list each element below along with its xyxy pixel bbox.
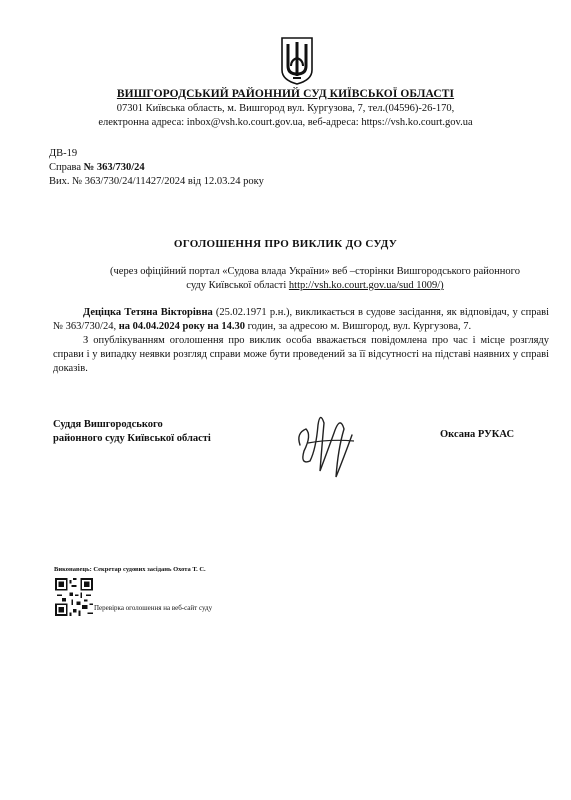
notice-body — [53, 306, 549, 376]
qr-code[interactable] — [55, 578, 93, 616]
document-meta — [49, 147, 264, 189]
portal-link[interactable]: http://vsh.ko.court.gov.ua/sud 1009/) — [288, 280, 444, 291]
portal-line-1: (через офіційний портал «Судова влада України» веб –сторінки Вишгородського районного — [110, 266, 520, 277]
person-name: Деціцка Тетяна Вікторівна — [83, 307, 213, 318]
judge-name: Оксана РУКАС — [440, 429, 515, 440]
case-number: № 363/730/24 — [83, 162, 145, 173]
summons-paragraph — [53, 306, 549, 334]
qr-caption: Перевірка оголошення на веб-сайт суду — [94, 604, 213, 612]
judge-title-line-1: Суддя Вишгородського — [53, 419, 163, 430]
portal-line-2-prefix: суду Київської області — [186, 280, 289, 291]
hearing-datetime: на 04.04.2024 року на 14.30 — [118, 321, 245, 332]
court-name: ВИШГОРОДСЬКИЙ РАЙОННИЙ СУД КИЇВСЬКОЇ ОБЛАСТІ — [116, 88, 455, 100]
summons-text-a: (25.02.1971 р.н.), викликається в судове засідання, як відповідач, у справі № 363/730/24, — [53, 307, 549, 332]
handwritten-signature — [290, 405, 360, 485]
trident-icon — [279, 36, 315, 86]
address-line-1: 07301 Київська область, м. Вишгород вул. Кургузова, 7, тел.(04596)-26-170, — [116, 103, 455, 114]
summons-text-b: годин, за адресою м. Вишгород, вул. Кургузова, 7. — [244, 321, 472, 332]
executed-by: Виконавець: Секретар судових засідань Охота Т. С. — [54, 566, 206, 573]
case-line — [49, 161, 264, 175]
notice-paragraph: З опублікуванням оголошення про виклик особа вважається повідомлена про час і місце розгляду справи і у випадку неявки розгляд справи може бути проведений за її відсутності на підставі наявних у справі доказів. — [53, 335, 549, 374]
portal-note — [80, 265, 550, 293]
case-label: Справа — [49, 162, 82, 173]
judge-title — [53, 418, 211, 446]
document-title: ОГОЛОШЕННЯ ПРО ВИКЛИК ДО СУДУ — [173, 238, 398, 250]
form-code: ДВ-19 — [49, 148, 78, 159]
address-line-2: електронна адреса: inbox@vsh.ko.court.gov.ua, веб-адреса: https://vsh.ko.court.gov.ua — [98, 117, 473, 128]
portal-line-2 — [80, 279, 550, 293]
judge-title-line-2: районного суду Київської області — [53, 433, 211, 444]
outgoing-number: Вих. № 363/730/24/11427/2024 від 12.03.24 року — [49, 176, 264, 187]
court-address — [0, 102, 571, 130]
